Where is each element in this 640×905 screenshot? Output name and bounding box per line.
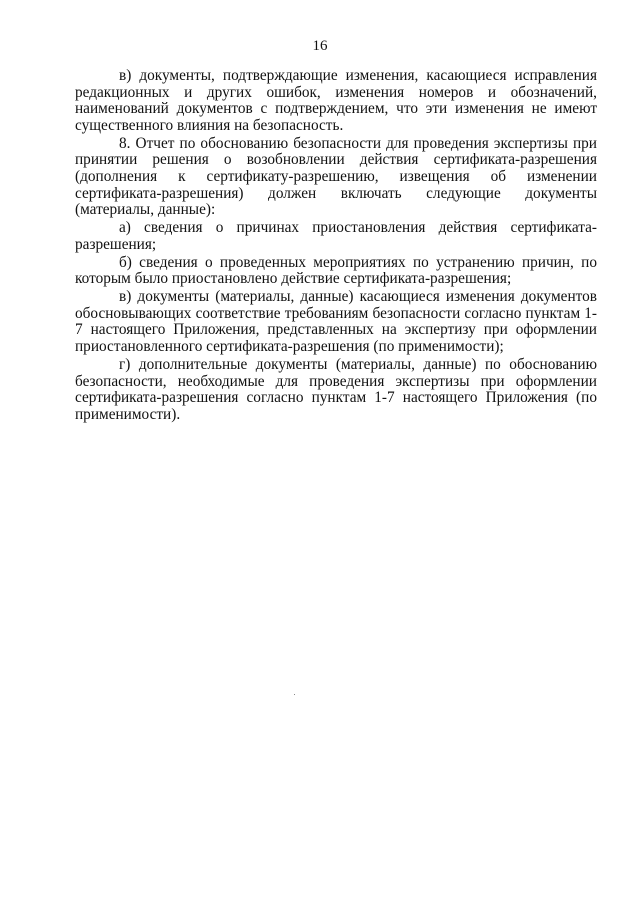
document-body — [75, 68, 597, 425]
scan-speck — [294, 694, 295, 695]
paragraph-b-remedial-measures: б) сведения о проведенных мероприятиях по устранению причин, по которым было приостановлено действие сертификата-разрешения; — [75, 253, 597, 288]
page-number: 16 — [312, 38, 328, 54]
paragraph-8-safety-report: 8. Отчет по обоснованию безопасности для проведения экспертизы при принятии решения о возобновлении действия сертификата-разрешения (дополнения к сертификату-разрешению, извещения об изменении сертификата-разрешения) должен включать следующие документы (материалы, данные): — [75, 134, 597, 219]
paragraph-a-suspension-reasons: а) сведения о причинах приостановления действия сертификата-разрешения; — [75, 219, 597, 253]
paragraph-g-additional-documents: г) дополнительные документы (материалы, данные) по обоснованию безопасности, необходимые для проведения экспертизы при оформлении сертификата-разрешения согласно пунктам 1-7 настоящего Приложения (по применимости). — [75, 356, 597, 423]
paragraph-v-editorial-changes: в) документы, подтверждающие изменения, касающиеся исправления редакционных и других ошибок, изменения номеров и обозначений, наименований документов с подтверждением, что эти изменения не имеют существенного влияния на безопасность. — [75, 67, 597, 134]
paragraph-v-document-changes: в) документы (материалы, данные) касающиеся изменения документов обосновывающих соответствие требованиям безопасности согласно пунктам 1-7 настоящего Приложения, представленных на экспертизу при оформлении приостановленного сертификата-разрешения (по применимости); — [75, 288, 597, 356]
